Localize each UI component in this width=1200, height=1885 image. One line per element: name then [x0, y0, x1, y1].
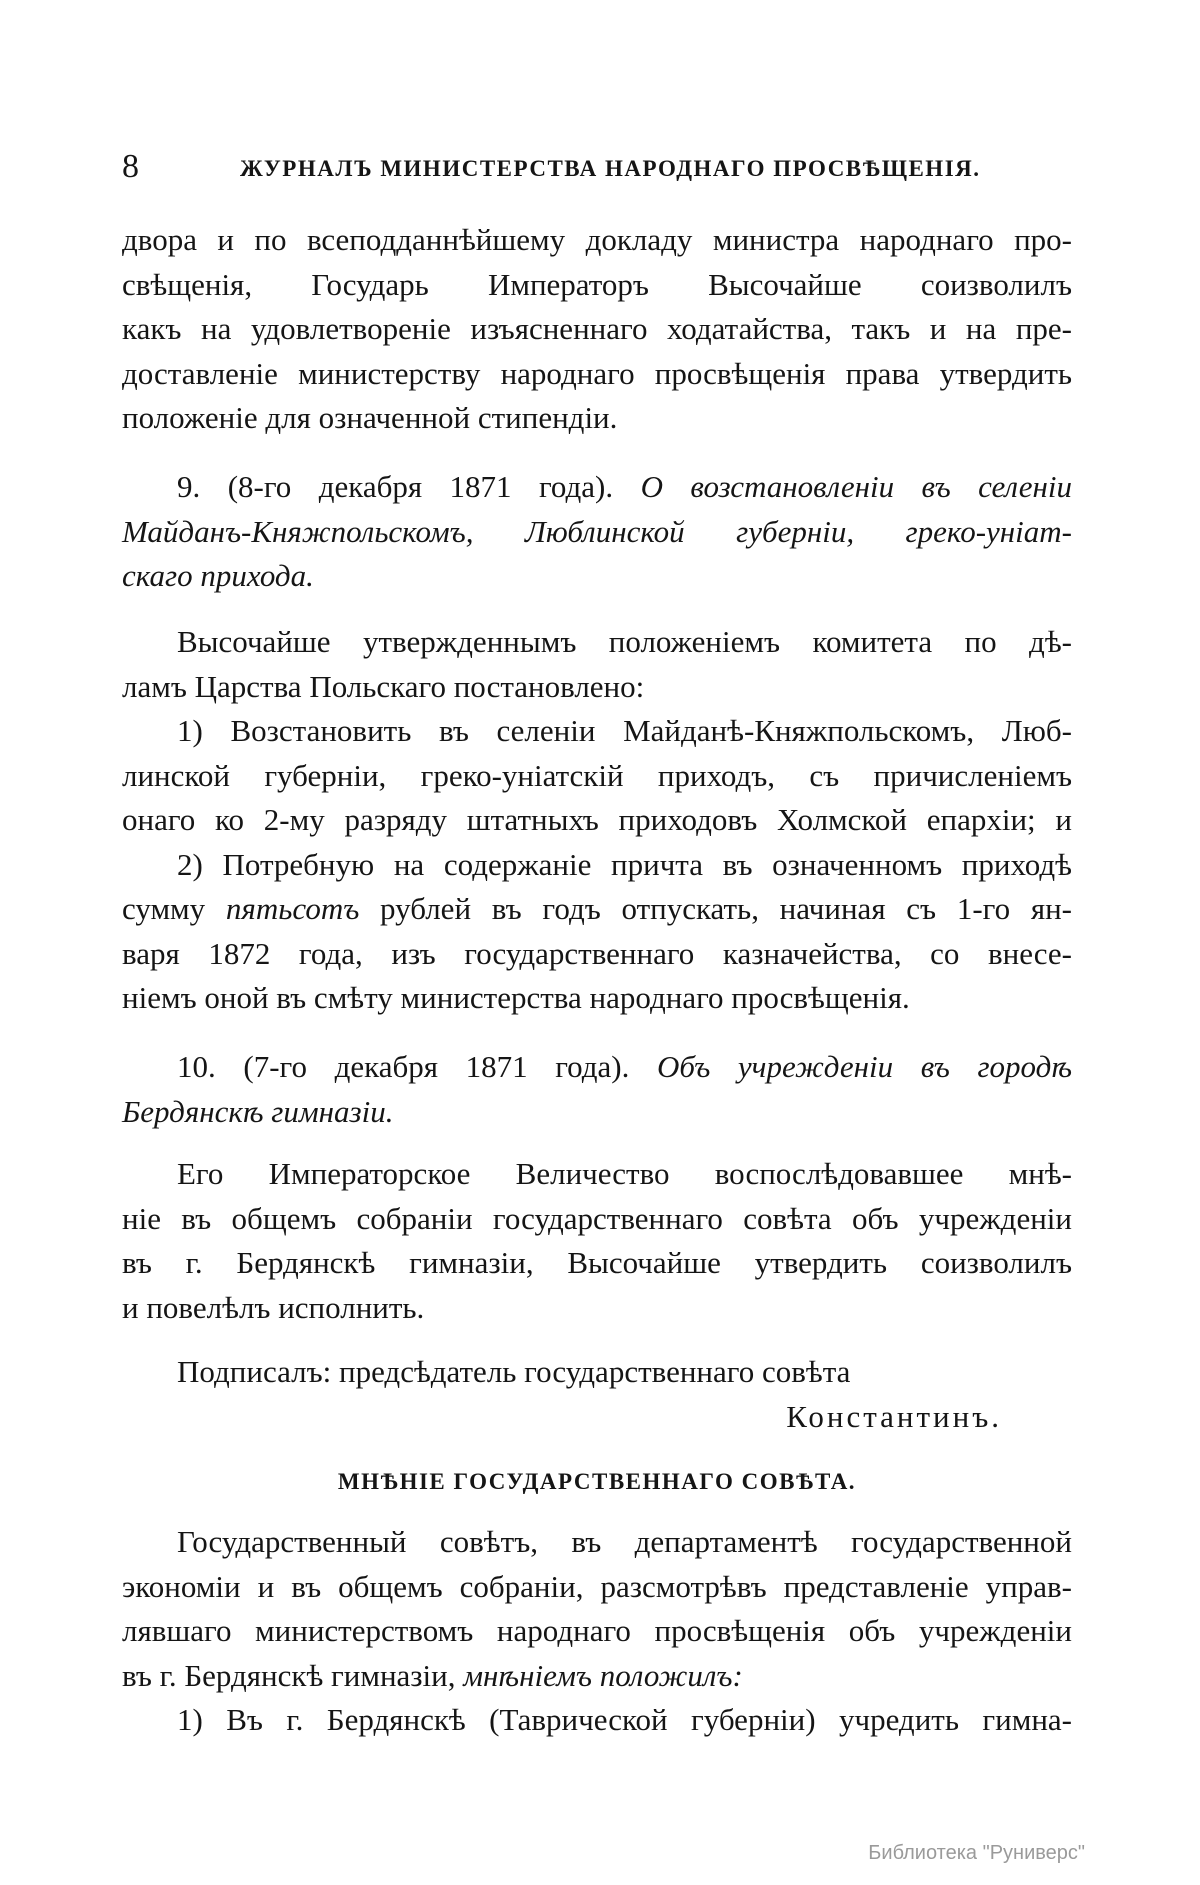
text-line: положеніе для означенной стипендіи.: [122, 400, 618, 435]
text-line: [122, 887, 1072, 932]
library-watermark: Библиотека "Руниверс": [868, 1842, 1085, 1864]
text-line: 1) Возстановить въ селеніи Майданѣ-Княжпольскомъ, Люб-: [177, 713, 1072, 748]
item9-title-line: [122, 554, 1072, 599]
text-line: какъ на удовлетвореніе изъясненнаго ходатайства, такъ и на пре-: [122, 311, 1072, 346]
text-line: въ г. Бердянскѣ гимназіи, Высочайше утвердить соизволилъ: [122, 1245, 1072, 1280]
text-line: Его Императорское Величество воспослѣдовавшее мнѣ-: [177, 1156, 1072, 1191]
item10-date: (7-го декабря 1871 года).: [243, 1049, 630, 1084]
opinion-heading: МНѢНІЕ ГОСУДАРСТВЕННАГО СОВѢТА.: [337, 1469, 857, 1494]
item9-title: О возстановленіи въ селеніи: [640, 469, 1072, 504]
italic-fragment: мнѣніемъ положилъ:: [463, 1657, 743, 1693]
item9-title-line: [122, 465, 1072, 510]
italic-amount: пятьсотъ: [225, 891, 360, 926]
text-line: свѣщенія, Государь Императоръ Высочайше соизволилъ: [122, 266, 1072, 302]
item9-date: (8-го декабря 1871 года).: [227, 469, 614, 504]
intro-paragraph: [122, 218, 1072, 441]
opinion-body: [122, 1520, 1072, 1743]
item10-title: Объ учрежденіи въ городѣ: [657, 1049, 1072, 1084]
signature-block: [122, 1350, 1072, 1439]
item9-heading: [122, 465, 1072, 599]
text-line: Высочайше утвержденнымъ положеніемъ комитета по дѣ-: [177, 624, 1072, 659]
text-line: 2) Потребную на содержаніе причта въ означенномъ приходѣ: [177, 846, 1072, 882]
text-line: и повелѣлъ исполнить.: [122, 1289, 425, 1325]
text-fragment: сумму: [122, 891, 206, 926]
text-line: онаго ко 2-му разряду штатныхъ приходовъ Холмской епархіи; и: [122, 802, 1072, 837]
text-line: лявшаго министерствомъ народнаго просвѣщенія объ учрежденіи: [122, 1613, 1072, 1648]
item9-number: 9.: [177, 469, 201, 504]
item10-heading: [122, 1045, 1072, 1134]
item10-title-line: [122, 1090, 1072, 1135]
item10-title-line: [122, 1045, 1072, 1090]
item10-body: [122, 1152, 1072, 1330]
text-line: [122, 1654, 1072, 1699]
text-line: экономіи и въ общемъ собраніи, разсмотрѣвъ представленіе управ-: [122, 1568, 1072, 1604]
text-fragment: въ г. Бердянскѣ гимназіи,: [122, 1657, 456, 1693]
item9-title-end: скаго прихода.: [122, 558, 314, 593]
text-line: двора и по всеподданнѣйшему докладу министра народнаго про-: [122, 222, 1072, 257]
item9-title-line: [122, 510, 1072, 555]
item10-title-cont: Бердянскѣ гимназіи.: [122, 1093, 394, 1129]
page-header: [122, 148, 1082, 192]
text-line: доставленіе министерству народнаго просвѣщенія права утвердить: [122, 355, 1072, 391]
item9-title-cont: Майданъ-Княжпольскомъ, Люблинской губерніи, греко-уніат-: [122, 513, 1072, 549]
text-line: линской губерніи, греко-уніатскій приходъ, съ причисленіемъ: [122, 757, 1072, 793]
opinion-heading-block: [122, 1460, 1072, 1505]
page-number: 8: [122, 148, 139, 185]
text-line: ламъ Царства Польскаго постановлено:: [122, 668, 645, 704]
text-line: ніе въ общемъ собраніи государственнаго совѣта объ учрежденіи: [122, 1200, 1072, 1236]
text-line: варя 1872 года, изъ государственнаго казначейства, со внесе-: [122, 935, 1072, 971]
running-title: ЖУРНАЛЪ МИНИСТЕРСТВА НАРОДНАГО ПРОСВѢЩЕНІЯ.: [240, 156, 981, 181]
item9-body: [122, 620, 1072, 1021]
text-fragment: рублей въ годъ отпускать, начиная съ 1-го ян-: [380, 891, 1072, 926]
text-line: ніемъ оной въ смѣту министерства народнаго просвѣщенія.: [122, 980, 910, 1015]
text-line: 1) Въ г. Бердянскѣ (Таврической губерніи) учредить гимна-: [177, 1702, 1072, 1737]
signature-name: Константинъ.: [786, 1398, 1002, 1434]
text-line: Государственный совѣтъ, въ департаментѣ государственной: [177, 1524, 1072, 1559]
item10-number: 10.: [177, 1049, 216, 1084]
signed-line: Подписалъ: предсѣдатель государственнаго совѣта: [177, 1354, 851, 1389]
